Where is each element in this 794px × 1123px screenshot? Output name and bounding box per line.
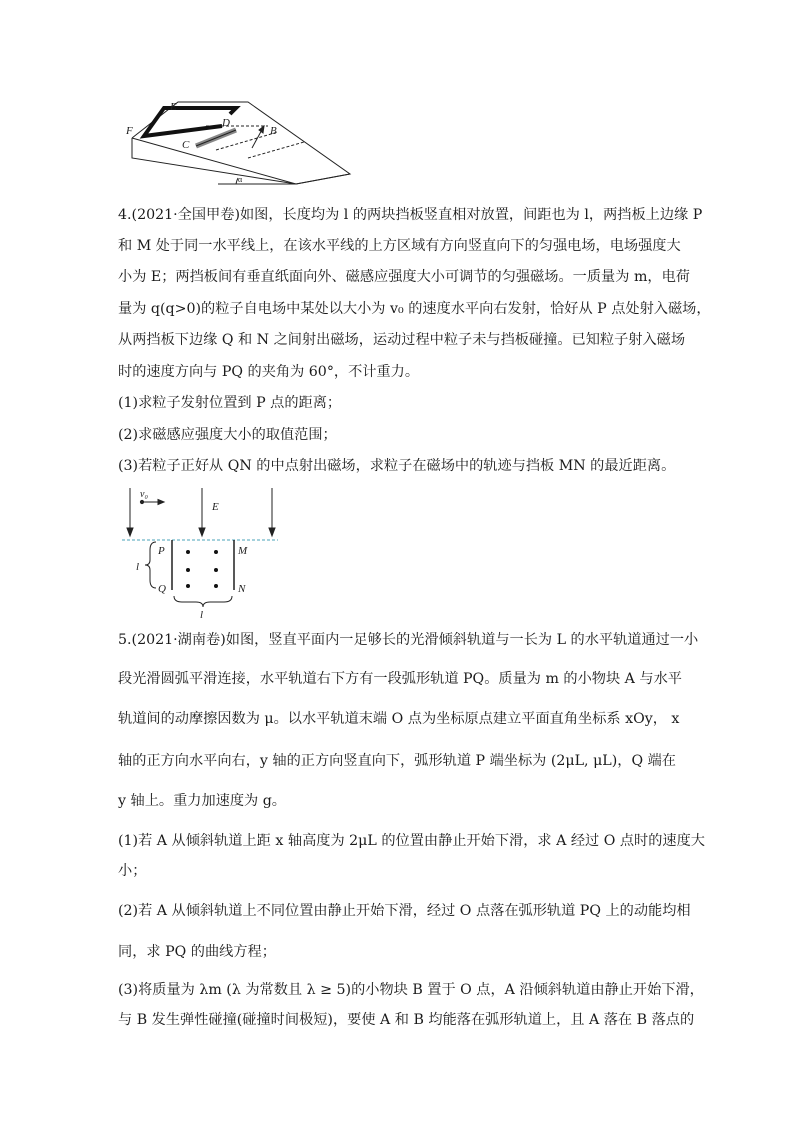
- q5-line: 轴的正方向水平向右，y 轴的正方向竖直向下，弧形轨道 P 端坐标为 (2μL, μL)，Q 端在: [118, 753, 676, 769]
- label-e-field: E: [212, 501, 219, 513]
- q5-line: 5.(2021·湖南卷)如图，竖直平面内一足够长的光滑倾斜轨道与一长为 L 的水平轨道通过一小: [118, 632, 699, 648]
- q4-line: 从两挡板下边缘 Q 和 N 之间射出磁场，运动过程中粒子未与挡板碰撞。已知粒子射入磁场: [118, 332, 686, 348]
- q5-line: 段光滑圆弧平滑连接，水平轨道右下方有一段弧形轨道 PQ。质量为 m 的小物块 A 与水平: [118, 671, 682, 687]
- label-p: P: [158, 545, 165, 557]
- q4-line: (1)求粒子发射位置到 P 点的距离；: [118, 395, 342, 411]
- label-e: E: [170, 101, 177, 113]
- label-d: D: [222, 117, 230, 129]
- q4-line: 量为 q(q>0)的粒子自电场中某处以大小为 v₀ 的速度水平向右发射，恰好从 P 点处射入磁场，: [118, 301, 711, 317]
- label-m: M: [238, 545, 248, 557]
- q5-line: (1)若 A 从倾斜轨道上距 x 轴高度为 2μL 的位置由静止开始下滑，求 A 经过 O 点时的速度大: [118, 833, 705, 849]
- label-b: B: [270, 125, 277, 137]
- q5-line: 同，求 PQ 的曲线方程；: [118, 944, 276, 960]
- label-v0: v₀: [140, 489, 148, 500]
- q4-line: 小为 E；两挡板间有垂直纸面向外、磁感应强度大小可调节的匀强磁场。一质量为 m，电荷: [118, 269, 690, 285]
- label-f: F: [126, 125, 133, 137]
- field-figure: [118, 484, 288, 620]
- q5-line: 轨道间的动摩擦因数为 μ。以水平轨道末端 O 点为坐标原点建立平面直角坐标系 xOy， x: [118, 711, 680, 727]
- q5-line: y 轴上。重力加速度为 g。: [118, 793, 286, 809]
- q5-line: 小；: [118, 863, 147, 879]
- label-q: Q: [158, 583, 166, 595]
- label-l-left: l: [136, 561, 140, 573]
- q5-line: 与 B 发生弹性碰撞(碰撞时间极短)，要使 A 和 B 均能落在弧形轨道上，且 A 落在 B 落点的: [118, 1012, 695, 1028]
- incline-figure: [118, 96, 358, 191]
- q4-line: 和 M 处于同一水平线上，在该水平线的上方区域有方向竖直向下的匀强电场，电场强度大: [118, 238, 681, 254]
- label-c: C: [182, 139, 190, 151]
- q5-line: (2)若 A 从倾斜轨道上不同位置由静止开始下滑，经过 O 点落在弧形轨道 PQ 上的动能均相: [118, 903, 691, 919]
- q4-line: 4.(2021·全国甲卷)如图，长度均为 l 的两块挡板竖直相对放置，间距也为 l，两挡板上边缘 P: [118, 207, 703, 223]
- label-l-bottom: l: [200, 609, 204, 620]
- q4-line: 时的速度方向与 PQ 的夹角为 60°，不计重力。: [118, 364, 420, 380]
- q4-line: (2)求磁感应强度大小的取值范围；: [118, 427, 337, 443]
- label-n: N: [238, 583, 246, 595]
- q5-line: (3)将质量为 λm (λ 为常数且 λ ≥ 5)的小物块 B 置于 O 点，A 沿倾斜轨道由静止开始下滑，: [118, 982, 704, 998]
- q4-line: (3)若粒子正好从 QN 的中点射出磁场，求粒子在磁场中的轨迹与挡板 MN 的最近距离。: [118, 458, 676, 474]
- label-alpha: α: [238, 175, 243, 184]
